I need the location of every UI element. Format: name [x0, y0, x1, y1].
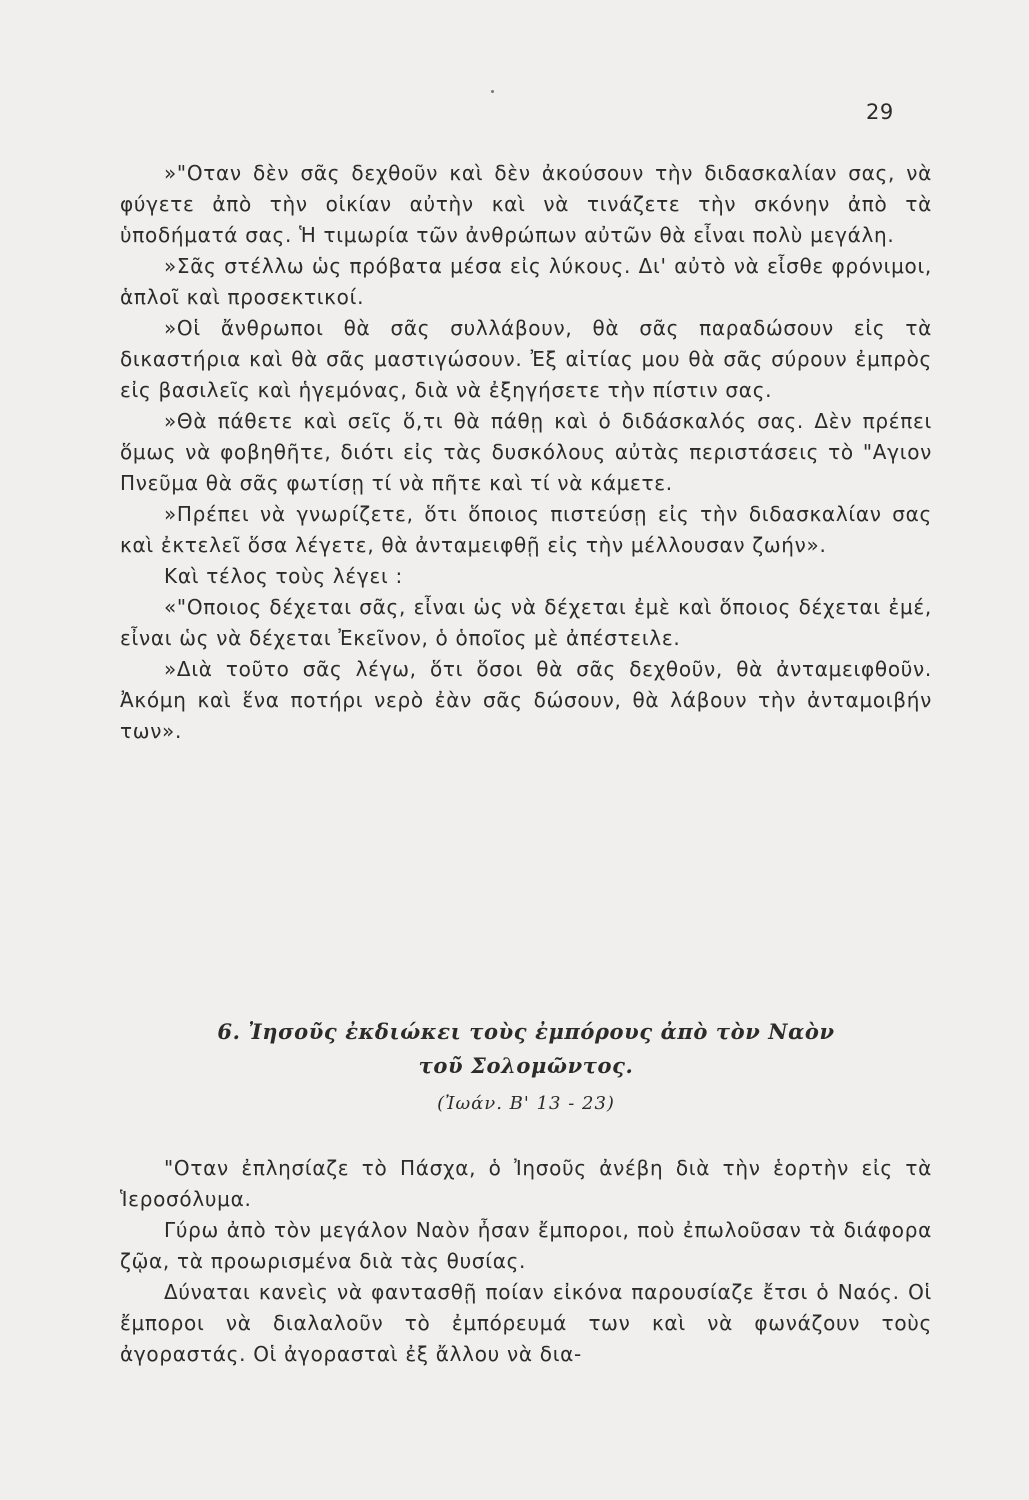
print-speck: [491, 90, 494, 93]
paragraph: »Σᾶς στέλλω ὡς πρόβατα μέσα εἰς λύκους. Δι' αὐτὸ νὰ εἶσθε φρόνιμοι, ἁπλοῖ καὶ προσεκτικοί.: [120, 254, 932, 309]
paragraph: »Πρέπει νὰ γνωρίζετε, ὅτι ὅποιος πιστεύσῃ εἰς τὴν διδασκαλίαν σας καὶ ἐκτελεῖ ὅσα λέγετε, θὰ ἀνταμειφθῇ εἰς τὴν μέλλουσαν ζωήν».: [120, 502, 932, 557]
paragraph: Γύρω ἀπὸ τὸν μεγάλον Ναὸν ἦσαν ἔμποροι, ποὺ ἐπωλοῦσαν τὰ διάφορα ζῷα, τὰ προωρισμένα διὰ τὰς θυσίας.: [120, 1218, 932, 1273]
paragraph: »Θὰ πάθετε καὶ σεῖς ὅ,τι θὰ πάθῃ καὶ ὁ διδάσκαλός σας. Δὲν πρέπει ὅμως νὰ φοβηθῆτε, διότι εἰς τὰς δυσκόλους αὐτὰς περιστάσεις τὸ "Αγιον Πνεῦμα θὰ σᾶς φωτίσῃ τί νὰ πῆτε καὶ τί νὰ κάμετε.: [120, 409, 932, 495]
paragraph: Δύναται κανεὶς νὰ φαντασθῇ ποίαν εἰκόνα παρουσίαζε ἔτσι ὁ Ναός. Οἱ ἔμποροι νὰ διαλαλοῦν τὸ ἐμπόρευμά των καὶ νὰ φωνάζουν τοὺς ἀγοραστάς. Οἱ ἀγορασταὶ ἐξ ἄλλου νὰ δια-: [120, 1280, 932, 1366]
section-heading: 6. Ἰησοῦς ἐκδιώκει τοὺς ἐμπόρους ἀπὸ τὸν Ναὸν: [217, 1019, 835, 1044]
paragraph: »Οἱ ἄνθρωποι θὰ σᾶς συλλάβουν, θὰ σᾶς παραδώσουν εἰς τὰ δικαστήρια καὶ θὰ σᾶς μαστιγώσουν. Ἐξ αἰτίας μου θὰ σᾶς σύρουν ἐμπρὸς εἰς βασιλεῖς καὶ ἡγεμόνας, διὰ νὰ ἐξηγήσετε τὴν πίστιν σας.: [120, 316, 932, 402]
scripture-reference: (Ἰωάν. Β' 13 - 23): [437, 1093, 615, 1114]
page-number: 29: [866, 100, 894, 124]
body-text-top: [120, 158, 932, 747]
paragraph: Καὶ τέλος τοὺς λέγει :: [164, 564, 403, 588]
paragraph: »"Οταν δὲν σᾶς δεχθοῦν καὶ δὲν ἀκούσουν τὴν διδασκαλίαν σας, νὰ φύγετε ἀπὸ τὴν οἰκίαν αὐτὴν καὶ νὰ τινάζετε τὴν σκόνην ἀπὸ τὰ ὑποδήματά σας. Ἡ τιμωρία τῶν ἀνθρώπων αὐτῶν θὰ εἶναι πολὺ μεγάλη.: [120, 161, 932, 247]
paragraph: »Διὰ τοῦτο σᾶς λέγω, ὅτι ὅσοι θὰ σᾶς δεχθοῦν, θὰ ἀνταμειφθοῦν. Ἀκόμη καὶ ἕνα ποτήρι νερὸ ἐὰν σᾶς δώσουν, θὰ λάβουν τὴν ἀνταμοιβήν των».: [120, 657, 932, 743]
paragraph: "Οταν ἐπλησίαζε τὸ Πάσχα, ὁ Ἰησοῦς ἀνέβη διὰ τὴν ἑορτὴν εἰς τὰ Ἱεροσόλυμα.: [120, 1156, 932, 1211]
section-heading-continued: τοῦ Σολομῶντος.: [418, 1053, 634, 1078]
body-text-bottom: [120, 1153, 932, 1370]
paragraph: «"Οποιος δέχεται σᾶς, εἶναι ὡς νὰ δέχεται ἐμὲ καὶ ὅποιος δέχεται ἐμέ, εἶναι ὡς νὰ δέχεται Ἐκεῖνον, ὁ ὁποῖος μὲ ἀπέστειλε.: [120, 595, 932, 650]
